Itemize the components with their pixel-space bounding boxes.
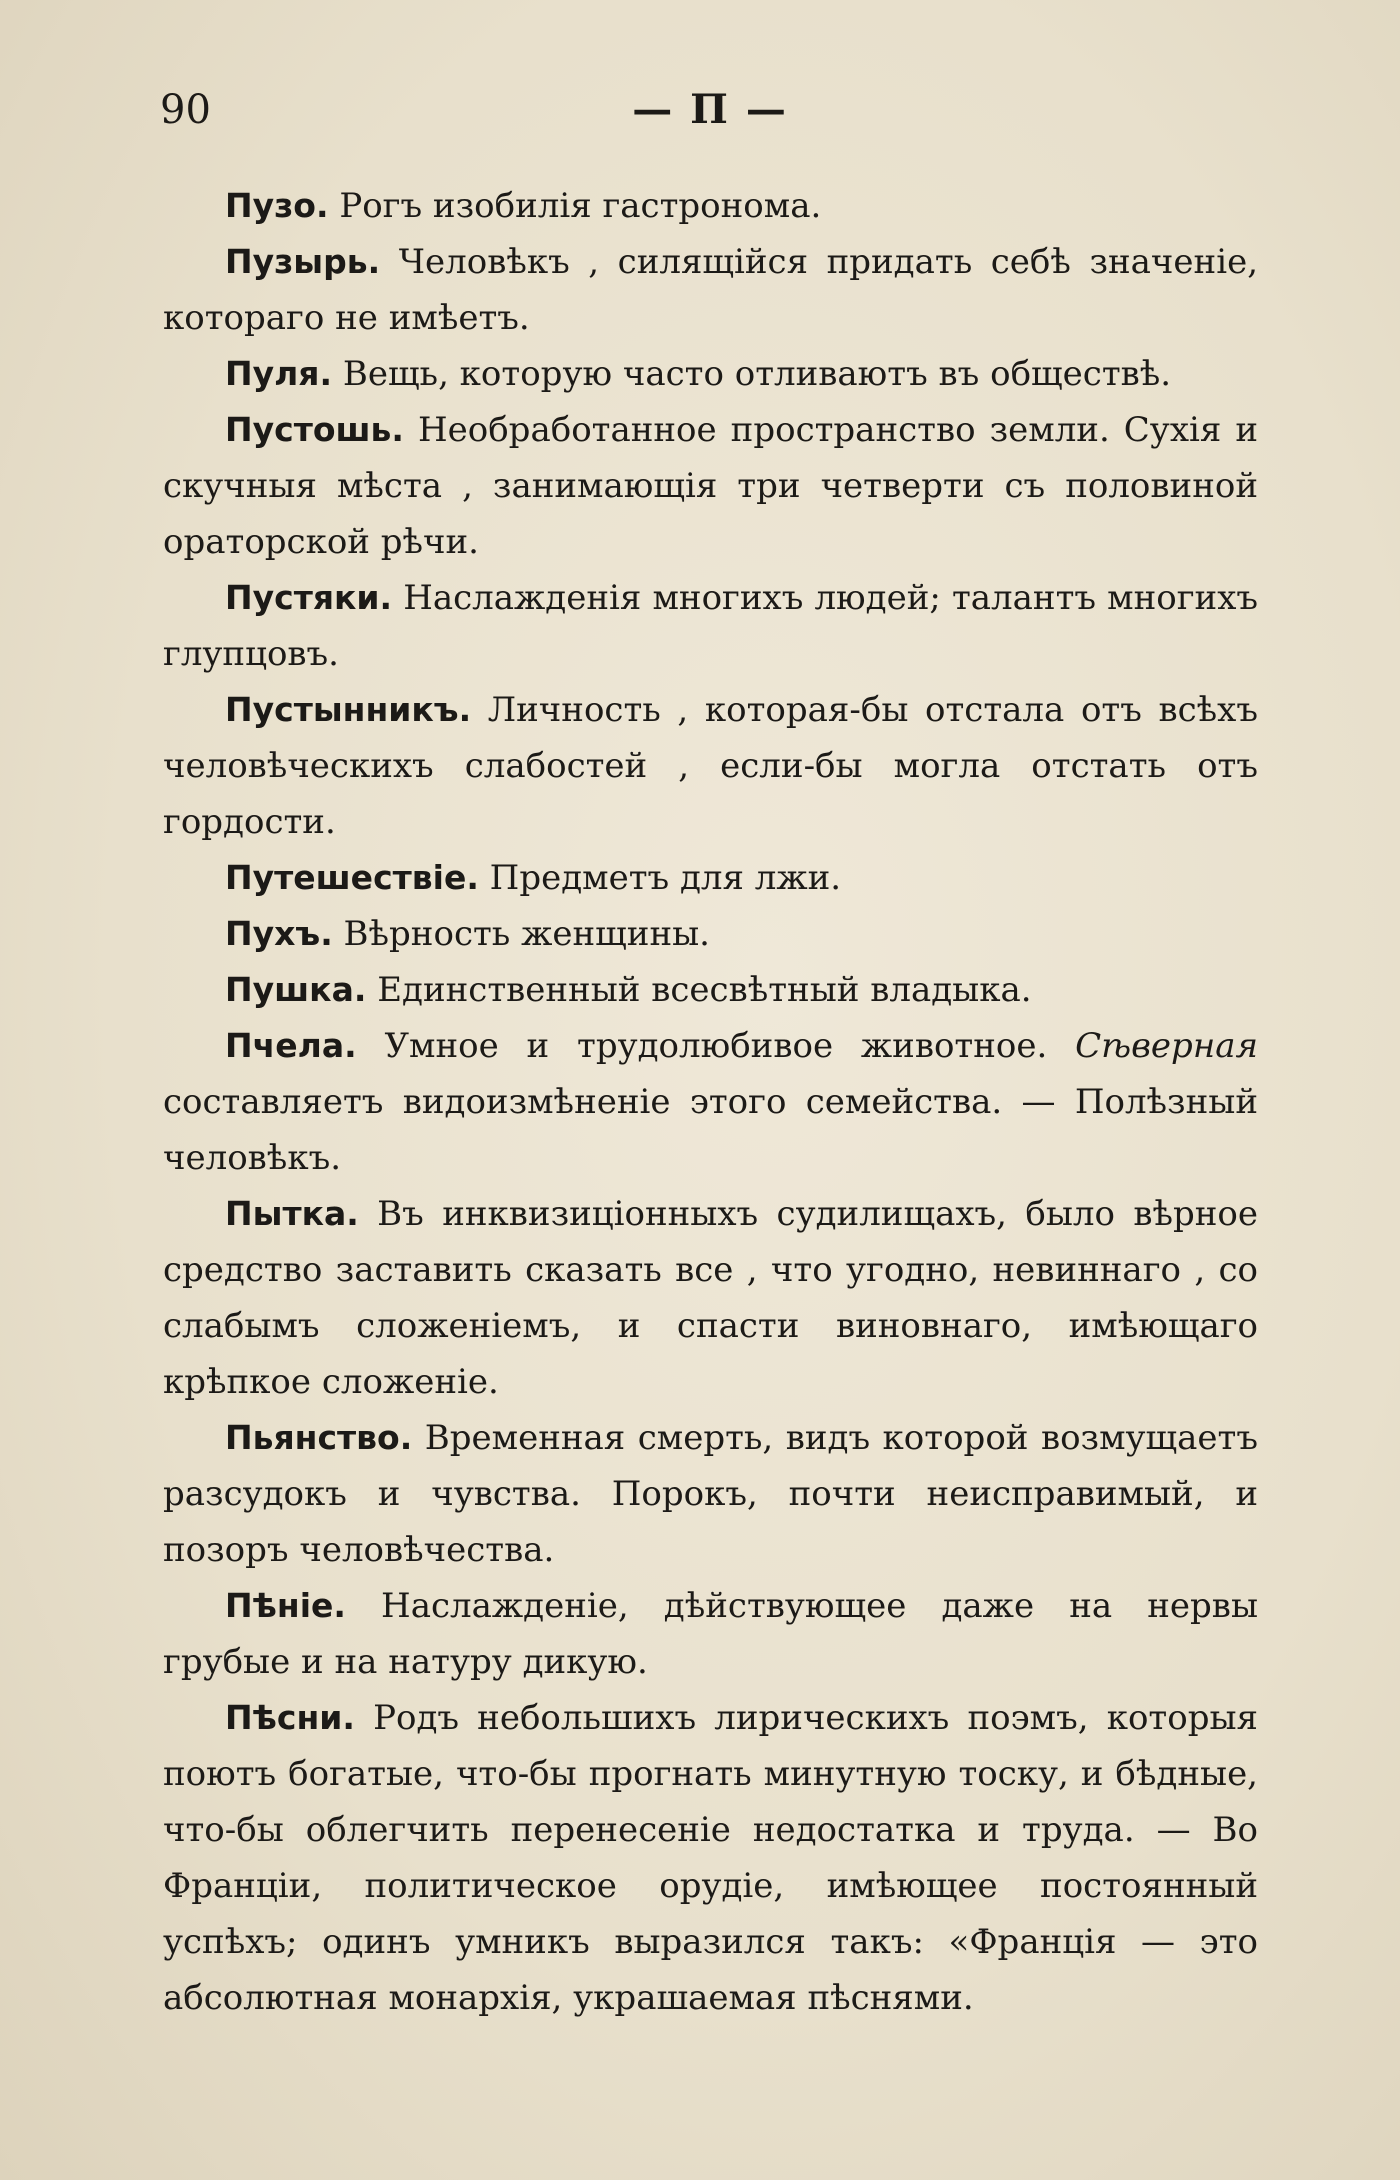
dictionary-entry <box>163 178 1258 234</box>
entry-definition: Наслажденія многихъ людей; талантъ многихъ глупцовъ. <box>163 578 1258 674</box>
entry-term: Пухъ. <box>225 914 333 953</box>
entry-definition: Рогъ изобилія гастронома. <box>328 186 822 226</box>
entry-definition: Вѣрность женщины. <box>332 914 710 954</box>
entry-definition-continued: составляетъ видоизмѣненіе этого семейства. — Полѣзный человѣкъ. <box>163 1082 1258 1178</box>
dictionary-entry <box>163 402 1258 570</box>
dictionary-entry <box>163 346 1258 402</box>
dictionary-entry <box>163 906 1258 962</box>
entry-term: Пузо. <box>225 186 329 225</box>
entry-definition: Человѣкъ , силящійся придать себѣ значеніе, котораго не имѣетъ. <box>163 242 1258 338</box>
dictionary-entry <box>163 682 1258 850</box>
entry-definition: Необработанное пространство земли. Сухія и скучныя мѣста , занимающія три четверти съ половиной ораторской рѣчи. <box>163 410 1258 562</box>
entry-definition: Единственный всесвѣтный владыка. <box>366 970 1032 1010</box>
entry-definition: Умное и трудолюбивое животное. <box>356 1026 1076 1066</box>
dictionary-entry <box>163 1018 1258 1186</box>
entry-term: Пустошь. <box>225 410 404 449</box>
entry-definition: Наслажденіе, дѣйствующее даже на нервы грубые и на натуру дикую. <box>163 1586 1258 1682</box>
dictionary-entry <box>163 850 1258 906</box>
entry-term: Пытка. <box>225 1194 359 1233</box>
entry-definition: Предметъ для лжи. <box>478 858 842 898</box>
dictionary-entry <box>163 1690 1258 2026</box>
entry-definition: Родъ небольшихъ лирическихъ поэмъ, которыя поютъ богатые, что-бы прогнать минутную тоску, и бѣдные, что-бы облегчить перенесеніе недостатка и труда. — Во Франціи, политическое орудіе, имѣющее постоянный успѣхъ; одинъ умникъ выразился такъ: «Франція — это абсолютная монархія, украшаемая пѣснями. <box>163 1698 1258 2018</box>
dictionary-entry <box>163 570 1258 682</box>
entry-definition: Личность , которая-бы отстала отъ всѣхъ человѣческихъ слабостей , если-бы могла отстать отъ гордости. <box>163 690 1258 842</box>
entry-term: Путешествіе. <box>225 858 479 897</box>
running-head: — П — <box>632 86 788 133</box>
entry-term: Пустынникъ. <box>225 690 472 729</box>
page-header <box>160 80 1260 140</box>
entry-term: Пустяки. <box>225 578 393 617</box>
dictionary-entry <box>163 962 1258 1018</box>
entry-term: Пуля. <box>225 354 333 393</box>
dictionary-entry <box>163 234 1258 346</box>
entry-term: Пѣніе. <box>225 1586 346 1625</box>
dictionary-entry <box>163 1410 1258 1578</box>
entry-term: Пьянство. <box>225 1418 413 1457</box>
entry-italic-word: Сѣверная <box>1075 1026 1258 1066</box>
page-number: 90 <box>160 87 211 133</box>
dictionary-body <box>163 178 1258 2026</box>
dictionary-entry <box>163 1186 1258 1410</box>
dictionary-entry <box>163 1578 1258 1690</box>
entry-definition: Временная смерть, видъ которой возмущаетъ разсудокъ и чувства. Порокъ, почти неисправимый, и позоръ человѣчества. <box>163 1418 1258 1570</box>
entry-term: Пузырь. <box>225 242 381 281</box>
entry-term: Пушка. <box>225 970 367 1009</box>
entry-definition: Вещь, которую часто отливаютъ въ обществѣ. <box>332 354 1172 394</box>
entry-term: Пѣсни. <box>225 1698 355 1737</box>
entry-definition: Въ инквизиціонныхъ судилищахъ, было вѣрное средство заставить сказать все , что угодно, невиннаго , со слабымъ сложеніемъ, и спасти виновнаго, имѣющаго крѣпкое сложеніе. <box>163 1194 1258 1402</box>
entry-term: Пчела. <box>225 1026 357 1065</box>
